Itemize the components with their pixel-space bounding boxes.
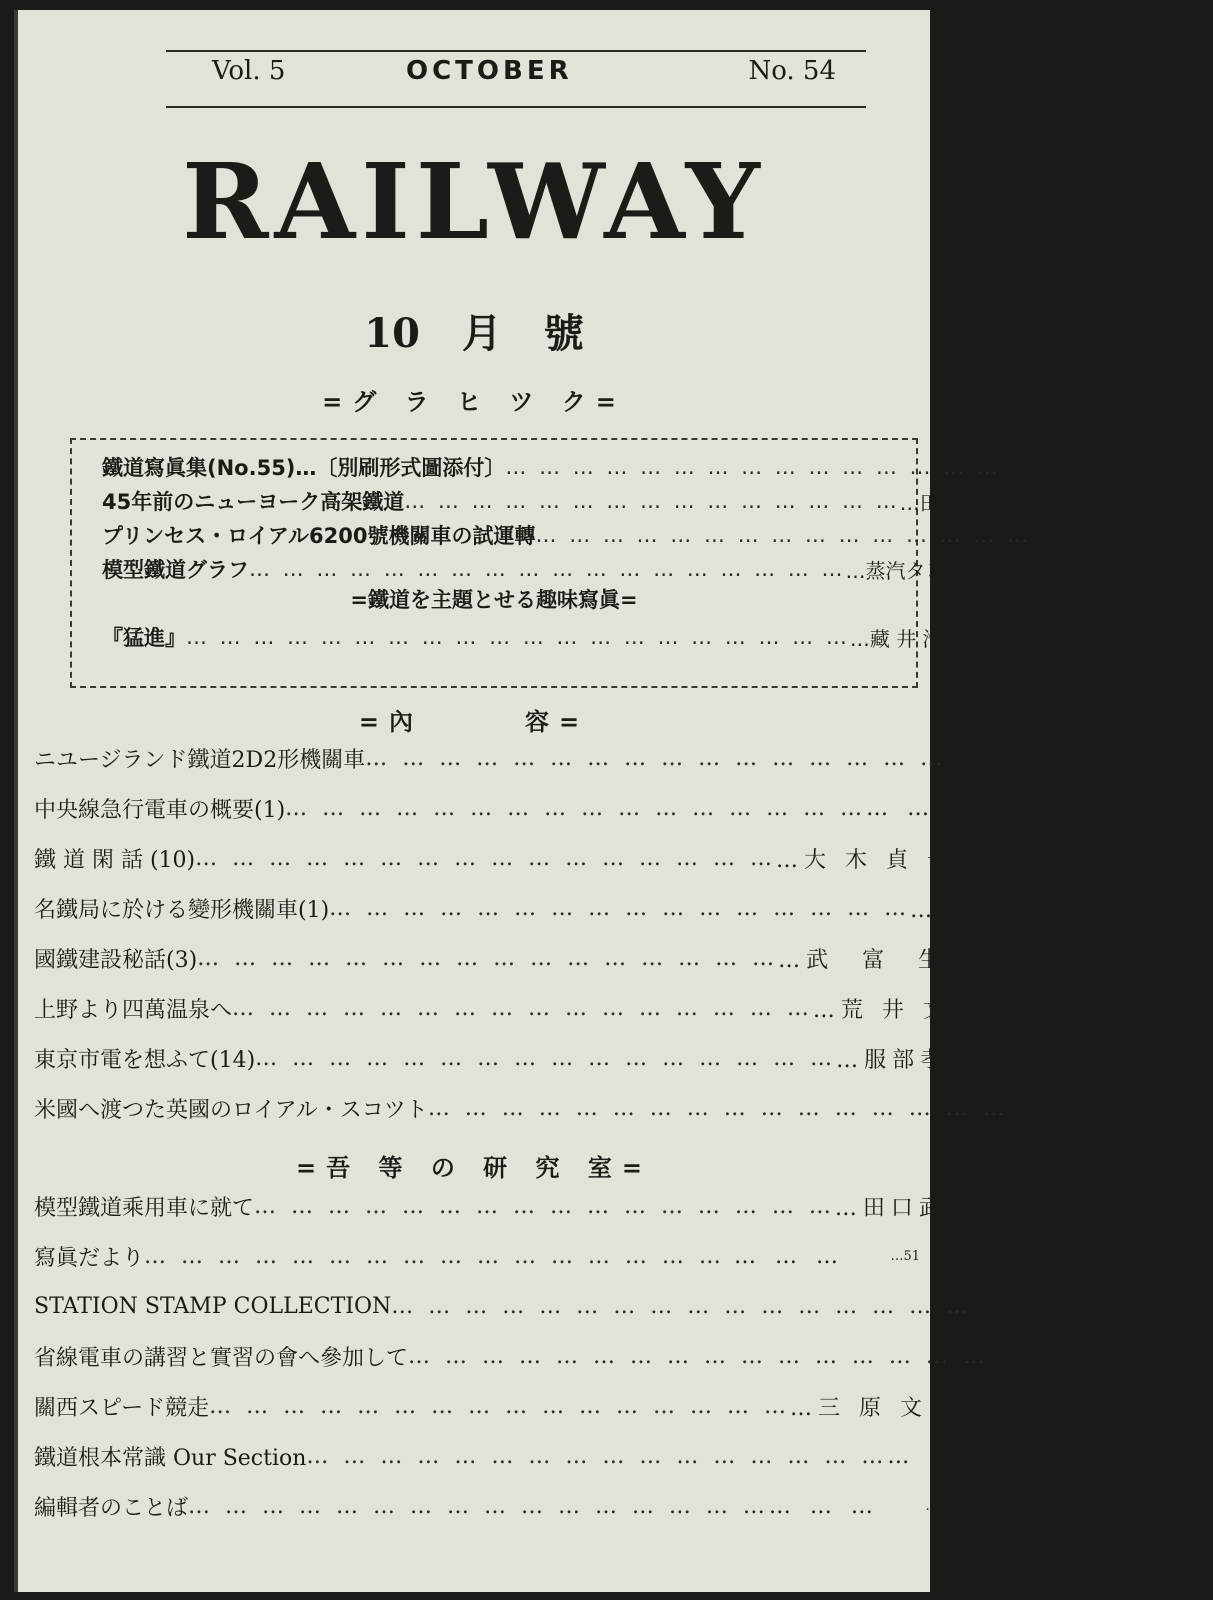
article-author: …島田昇太郎 (1008, 1097, 1177, 1123)
leader-dots: … … … … … … … … … … … … … … … (535, 523, 1031, 547)
article-author: … … … (887, 1443, 998, 1469)
article-title: 國鐵建設秘話(3) (34, 947, 198, 973)
article-title: ニユージランド鐵道2D2形機關車 (34, 747, 366, 773)
photo-subheading: =鐵道を主題とせる趣味寫眞= (350, 588, 638, 612)
article-author: …荒 井 文 治 (812, 997, 992, 1023)
issue-number: No. 54 (748, 56, 836, 86)
article-author: …三 原 文 雄 (790, 1395, 970, 1421)
issue-header (166, 56, 866, 96)
leader-dots: … … … … … … … … … … … … … … … … (306, 1443, 888, 1469)
leader-dots: … … … … … … … … … … … … … … … … (188, 1493, 769, 1519)
page-number: …62 (1043, 1448, 1074, 1464)
photo-item-title: 『猛進』 (102, 626, 186, 650)
article-title: 鐵道根本常識 Our Section (34, 1445, 307, 1471)
article-title: 寫眞だより (34, 1245, 145, 1271)
graphic-item (102, 552, 1026, 586)
contents-row (34, 988, 1028, 1028)
page-number: …61 (975, 1398, 1006, 1414)
page-number: …4 (1031, 800, 1054, 816)
article-title: 編輯者のことば (34, 1495, 189, 1521)
leader-dots: … … … … … … … … … … … … … … … … (232, 995, 813, 1021)
graphic-section-box (70, 438, 1198, 688)
leader-dots: … … … … … … … … … … … … … … … … (408, 1343, 989, 1369)
article-title: 關西スピード競走 (34, 1395, 210, 1421)
leader-dots: … … … … … … … … … … … … … … … … (285, 795, 867, 821)
leader-dots: … … … … … … … … … … … … … … … … (427, 1095, 1009, 1121)
graphic-item-title: 模型鐵道グラフ (102, 558, 249, 582)
article-title: 省線電車の講習と實習の會へ參加して (34, 1345, 409, 1371)
article-author: …服部孝次郎 (836, 1047, 1005, 1073)
contents-row (34, 938, 983, 978)
article-author: … … … (768, 1493, 879, 1519)
graphic-item (102, 450, 1180, 484)
research-row (34, 1186, 1039, 1226)
article-title: 米國へ渡つた英國のロイアル・スコツト (34, 1097, 428, 1123)
leader-dots: … … … … … … … … … … … … … … … (404, 489, 900, 513)
page-number: …16 (952, 950, 983, 966)
article-title: 模型鐵道乘用車に就て (34, 1195, 255, 1221)
header-top-rule (166, 50, 866, 52)
leader-dots: … … … … … … … … … … … … … … … … … … (249, 557, 846, 581)
leader-dots: … … … … … … … … … … … … … … … … … … … … (186, 625, 850, 649)
volume-label: Vol. 5 (212, 56, 286, 86)
article-title: 東京市電を想ふて(14) (34, 1047, 256, 1073)
research-row (34, 1386, 1006, 1426)
graphic-item-credit: …モハ 34 形電動車 (1000, 456, 1180, 481)
page-number: …12 (1084, 900, 1115, 916)
graphic-item-credit: …島田昇太郎氏 譯 (1030, 524, 1198, 549)
leader-dots: … … … … … … … … … … … … … … … … (254, 1193, 835, 1219)
contents-row (34, 838, 992, 878)
page-number: …20 (998, 1000, 1028, 1016)
research-row (34, 1336, 1204, 1376)
issue-label: 10 月 號 (364, 310, 584, 357)
leader-dots: … … … … … … … … … … … … … … … … (209, 1393, 791, 1419)
research-row (34, 1486, 955, 1526)
article-author: …加 藤 壽 雄 (988, 1345, 1168, 1371)
contents-row (34, 738, 1151, 778)
article-author: …武 富 生 (778, 947, 947, 973)
graphic-item-credit: …田口武二郎氏秘藏 (899, 490, 1080, 515)
masthead-title: RAILWAY (182, 140, 766, 263)
leader-dots: … … … … … … … … … … … … … … … … (195, 845, 777, 871)
contents-row (34, 888, 1115, 928)
article-author: … … … (734, 1243, 844, 1269)
article-author: …井 尻 生 (910, 897, 1079, 923)
article-title: STATION STAMP COLLECTION (34, 1293, 392, 1319)
contents-row (34, 788, 1054, 828)
article-author: …林 良 吉 (946, 747, 1115, 773)
leader-dots: … … … … … … … … … … … … … … … (505, 455, 1001, 479)
article-author: …田口武二郎 (834, 1195, 1003, 1221)
article-author: … … … … (866, 795, 1018, 821)
page-number: …64 (925, 1498, 955, 1514)
research-row (34, 1236, 920, 1276)
article-title: 名鐵局に於ける變形機關車(1) (34, 897, 330, 923)
article-title: 上野より四萬温泉へ (34, 997, 233, 1023)
page-number: …53 (1157, 1298, 1188, 1314)
graphic-item-title: 45年前のニューヨーク高架鐵道 (102, 490, 405, 514)
leader-dots: … … … … … … … … … … … … … … … … (255, 1045, 837, 1071)
graphic-item (102, 484, 1080, 518)
article-author: …大 木 貞 一 (776, 847, 956, 873)
page-number: …54 (1174, 1348, 1204, 1364)
month-label: OCTOBER (406, 56, 573, 86)
leader-dots: … … … … … … … … … … … … … … … … (197, 945, 779, 971)
leader-dots: … … … … … … … … … … … … … … … … (365, 745, 947, 771)
photo-item-credit: …藏 井 浩 三 氏作 (849, 626, 1016, 651)
contents-section-heading: =內 容= (358, 708, 590, 736)
graphic-item-title: 鐵道寫眞集(No.55)…〔別刷形式圖添付〕 (102, 456, 506, 480)
graphic-item-title: プリンセス・ロイアル6200號機關車の試運轉 (102, 524, 536, 548)
page-number: …42 (1183, 1100, 1213, 1116)
page-number: …37 (1010, 1050, 1041, 1066)
photo-item (102, 620, 1016, 654)
magazine-contents-page (14, 10, 1213, 1592)
graphic-item-credit: …蒸汽タンク機關車 (845, 558, 1026, 583)
contents-row (34, 1038, 1041, 1078)
graphic-section-heading: =グ ラ ヒ ツ ク= (322, 388, 626, 416)
research-section-heading: =吾 等 の 研 究 室= (296, 1154, 652, 1182)
page-number: …8 (969, 850, 992, 866)
contents-row (34, 1088, 1213, 1128)
article-title: 鐵 道 閑 話 (10) (34, 847, 196, 873)
leader-dots: … … … … … … … … … … … … … … … … (391, 1293, 973, 1319)
header-bottom-rule (166, 106, 866, 108)
research-row (34, 1436, 1074, 1476)
page-number: …48 (1009, 1198, 1039, 1214)
graphic-item (102, 518, 1198, 552)
research-row (34, 1286, 1188, 1326)
leader-dots: … … … … … … … … … … … … … … … … (329, 895, 911, 921)
page-number: …1 (1128, 750, 1151, 766)
article-author: …神 谷 光 一 (972, 1295, 1152, 1321)
leader-dots: … … … … … … … … … … … … … … … … (144, 1243, 725, 1269)
page-number: …51 (890, 1248, 920, 1264)
article-title: 中央線急行電車の概要(1) (34, 797, 286, 823)
